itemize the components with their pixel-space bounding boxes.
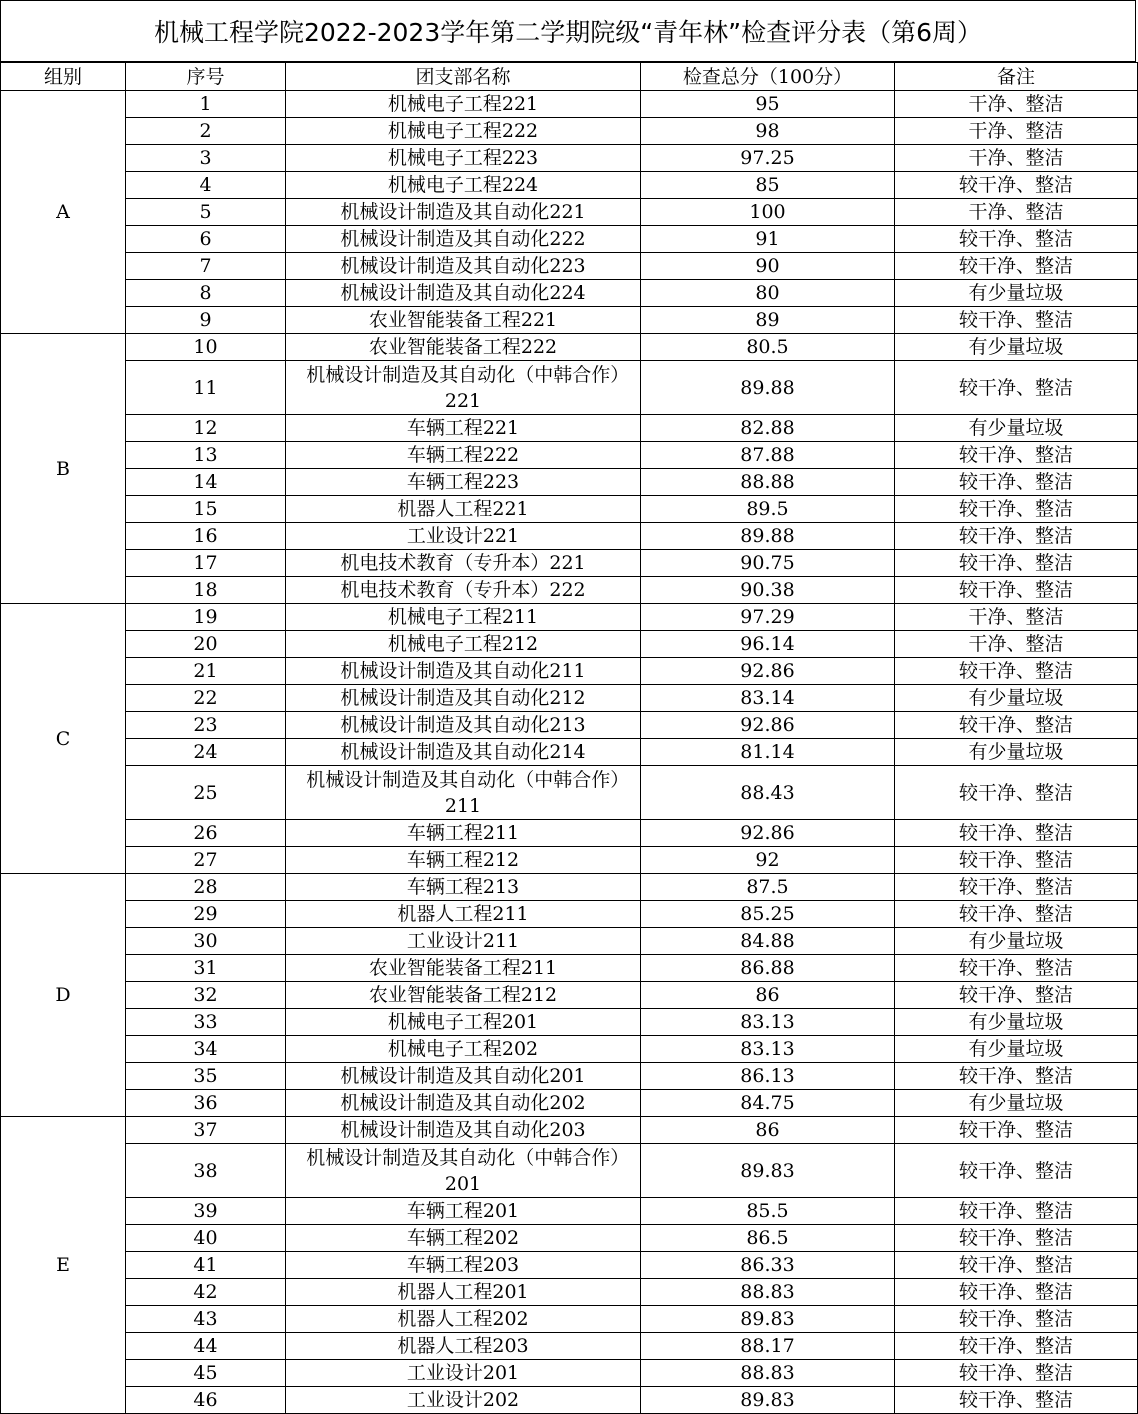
score-cell: 88.43 — [641, 766, 895, 820]
number-cell: 23 — [126, 712, 286, 739]
header-row — [1, 63, 1138, 91]
table-row — [1, 847, 1138, 874]
number-cell: 10 — [126, 334, 286, 361]
table-row — [1, 604, 1138, 631]
score-cell: 86.88 — [641, 955, 895, 982]
score-cell: 92.86 — [641, 658, 895, 685]
table-row — [1, 1144, 1138, 1198]
table-row — [1, 469, 1138, 496]
number-cell: 2 — [126, 118, 286, 145]
number-cell: 4 — [126, 172, 286, 199]
branch-name-cell: 机器人工程202 — [286, 1306, 641, 1333]
number-cell: 27 — [126, 847, 286, 874]
number-cell: 14 — [126, 469, 286, 496]
table-row — [1, 91, 1138, 118]
remark-cell: 较干净、整洁 — [895, 901, 1138, 928]
number-cell: 20 — [126, 631, 286, 658]
remark-cell: 较干净、整洁 — [895, 1063, 1138, 1090]
table-row — [1, 874, 1138, 901]
branch-name-cell: 农业智能装备工程212 — [286, 982, 641, 1009]
number-cell: 32 — [126, 982, 286, 1009]
remark-cell: 较干净、整洁 — [895, 1279, 1138, 1306]
remark-cell: 较干净、整洁 — [895, 523, 1138, 550]
branch-name-cell: 车辆工程202 — [286, 1225, 641, 1252]
score-cell: 95 — [641, 91, 895, 118]
group-cell: E — [1, 1117, 126, 1414]
remark-cell: 较干净、整洁 — [895, 1333, 1138, 1360]
branch-name-cell: 机器人工程201 — [286, 1279, 641, 1306]
score-cell: 92.86 — [641, 712, 895, 739]
score-cell: 85 — [641, 172, 895, 199]
score-cell: 85.25 — [641, 901, 895, 928]
branch-name-cell: 机械设计制造及其自动化211 — [286, 658, 641, 685]
remark-cell: 较干净、整洁 — [895, 766, 1138, 820]
branch-name-cell: 机械设计制造及其自动化214 — [286, 739, 641, 766]
remark-cell: 干净、整洁 — [895, 199, 1138, 226]
remark-cell: 较干净、整洁 — [895, 496, 1138, 523]
table-row — [1, 955, 1138, 982]
score-cell: 89.83 — [641, 1387, 895, 1414]
remark-cell: 干净、整洁 — [895, 91, 1138, 118]
remark-cell: 较干净、整洁 — [895, 469, 1138, 496]
score-cell: 85.5 — [641, 1198, 895, 1225]
branch-name-cell: 机械设计制造及其自动化224 — [286, 280, 641, 307]
score-cell: 90.75 — [641, 550, 895, 577]
branch-name-cell: 工业设计221 — [286, 523, 641, 550]
remark-cell: 有少量垃圾 — [895, 1036, 1138, 1063]
branch-name-cell: 车辆工程213 — [286, 874, 641, 901]
table-row — [1, 226, 1138, 253]
remark-cell: 有少量垃圾 — [895, 280, 1138, 307]
remark-cell: 较干净、整洁 — [895, 577, 1138, 604]
branch-name-cell: 工业设计202 — [286, 1387, 641, 1414]
table-row — [1, 415, 1138, 442]
number-cell: 39 — [126, 1198, 286, 1225]
score-cell: 86 — [641, 982, 895, 1009]
number-cell: 40 — [126, 1225, 286, 1252]
score-cell: 90 — [641, 253, 895, 280]
branch-name-cell: 车辆工程221 — [286, 415, 641, 442]
score-cell: 89.88 — [641, 361, 895, 415]
number-cell: 22 — [126, 685, 286, 712]
number-cell: 26 — [126, 820, 286, 847]
table-row — [1, 739, 1138, 766]
table-row — [1, 901, 1138, 928]
branch-name-cell: 机械电子工程212 — [286, 631, 641, 658]
branch-name-cell: 机械设计制造及其自动化213 — [286, 712, 641, 739]
branch-name-cell: 工业设计211 — [286, 928, 641, 955]
table-row — [1, 631, 1138, 658]
number-cell: 9 — [126, 307, 286, 334]
branch-name-cell: 农业智能装备工程221 — [286, 307, 641, 334]
remark-cell: 较干净、整洁 — [895, 172, 1138, 199]
score-cell: 83.13 — [641, 1036, 895, 1063]
branch-name-cell: 机器人工程221 — [286, 496, 641, 523]
number-cell: 24 — [126, 739, 286, 766]
score-cell: 90.38 — [641, 577, 895, 604]
branch-name-cell: 车辆工程203 — [286, 1252, 641, 1279]
number-cell: 41 — [126, 1252, 286, 1279]
table-row — [1, 442, 1138, 469]
number-cell: 12 — [126, 415, 286, 442]
table-row — [1, 280, 1138, 307]
group-cell: D — [1, 874, 126, 1117]
remark-cell: 有少量垃圾 — [895, 928, 1138, 955]
number-cell: 19 — [126, 604, 286, 631]
table-row — [1, 1387, 1138, 1414]
score-cell: 92.86 — [641, 820, 895, 847]
score-cell: 89.83 — [641, 1306, 895, 1333]
remark-cell: 较干净、整洁 — [895, 442, 1138, 469]
remark-cell: 较干净、整洁 — [895, 874, 1138, 901]
branch-name-cell: 机械电子工程211 — [286, 604, 641, 631]
score-cell: 86 — [641, 1117, 895, 1144]
number-cell: 17 — [126, 550, 286, 577]
remark-cell: 较干净、整洁 — [895, 1360, 1138, 1387]
branch-name-cell: 车辆工程222 — [286, 442, 641, 469]
header-total-score: 检查总分（100分） — [641, 63, 895, 91]
number-cell: 13 — [126, 442, 286, 469]
number-cell: 25 — [126, 766, 286, 820]
table-row — [1, 712, 1138, 739]
table-row — [1, 658, 1138, 685]
branch-name-cell: 机械电子工程202 — [286, 1036, 641, 1063]
remark-cell: 较干净、整洁 — [895, 847, 1138, 874]
table-row — [1, 1306, 1138, 1333]
branch-name-cell: 机电技术教育（专升本）222 — [286, 577, 641, 604]
number-cell: 36 — [126, 1090, 286, 1117]
score-cell: 86.13 — [641, 1063, 895, 1090]
table-row — [1, 1009, 1138, 1036]
branch-name-cell: 机械电子工程201 — [286, 1009, 641, 1036]
table-row — [1, 496, 1138, 523]
remark-cell: 较干净、整洁 — [895, 1144, 1138, 1198]
score-cell: 88.83 — [641, 1360, 895, 1387]
branch-name-cell: 工业设计201 — [286, 1360, 641, 1387]
branch-name-cell: 机械电子工程223 — [286, 145, 641, 172]
remark-cell: 较干净、整洁 — [895, 712, 1138, 739]
number-cell: 38 — [126, 1144, 286, 1198]
remark-cell: 较干净、整洁 — [895, 1117, 1138, 1144]
number-cell: 45 — [126, 1360, 286, 1387]
score-cell: 89.88 — [641, 523, 895, 550]
branch-name-cell: 机械设计制造及其自动化222 — [286, 226, 641, 253]
score-cell: 83.13 — [641, 1009, 895, 1036]
remark-cell: 较干净、整洁 — [895, 1198, 1138, 1225]
number-cell: 6 — [126, 226, 286, 253]
number-cell: 11 — [126, 361, 286, 415]
number-cell: 31 — [126, 955, 286, 982]
table-row — [1, 1333, 1138, 1360]
score-cell: 86.33 — [641, 1252, 895, 1279]
remark-cell: 较干净、整洁 — [895, 226, 1138, 253]
score-cell: 96.14 — [641, 631, 895, 658]
table-row — [1, 685, 1138, 712]
number-cell: 21 — [126, 658, 286, 685]
number-cell: 29 — [126, 901, 286, 928]
score-cell: 80 — [641, 280, 895, 307]
number-cell: 3 — [126, 145, 286, 172]
remark-cell: 有少量垃圾 — [895, 1090, 1138, 1117]
table-row — [1, 361, 1138, 415]
number-cell: 37 — [126, 1117, 286, 1144]
header-branch-name: 团支部名称 — [286, 63, 641, 91]
remark-cell: 干净、整洁 — [895, 631, 1138, 658]
branch-name-cell: 机器人工程203 — [286, 1333, 641, 1360]
table-row — [1, 172, 1138, 199]
remark-cell: 较干净、整洁 — [895, 1387, 1138, 1414]
remark-cell: 较干净、整洁 — [895, 1252, 1138, 1279]
branch-name-cell: 机械电子工程224 — [286, 172, 641, 199]
branch-name-cell: 机械设计制造及其自动化（中韩合作）221 — [286, 361, 641, 415]
remark-cell: 较干净、整洁 — [895, 820, 1138, 847]
score-cell: 88.88 — [641, 469, 895, 496]
branch-name-cell: 机械设计制造及其自动化（中韩合作）211 — [286, 766, 641, 820]
score-cell: 89.5 — [641, 496, 895, 523]
number-cell: 33 — [126, 1009, 286, 1036]
branch-name-cell: 车辆工程201 — [286, 1198, 641, 1225]
remark-cell: 干净、整洁 — [895, 145, 1138, 172]
branch-name-cell: 农业智能装备工程222 — [286, 334, 641, 361]
score-cell: 89 — [641, 307, 895, 334]
branch-name-cell: 机械设计制造及其自动化203 — [286, 1117, 641, 1144]
branch-name-cell: 机械设计制造及其自动化221 — [286, 199, 641, 226]
table-row — [1, 1117, 1138, 1144]
remark-cell: 较干净、整洁 — [895, 955, 1138, 982]
table-row — [1, 118, 1138, 145]
remark-cell: 较干净、整洁 — [895, 361, 1138, 415]
number-cell: 46 — [126, 1387, 286, 1414]
branch-name-cell: 车辆工程212 — [286, 847, 641, 874]
score-table — [0, 62, 1138, 1414]
number-cell: 1 — [126, 91, 286, 118]
table-row — [1, 550, 1138, 577]
table-row — [1, 334, 1138, 361]
score-cell: 84.88 — [641, 928, 895, 955]
score-cell: 88.83 — [641, 1279, 895, 1306]
score-cell: 88.17 — [641, 1333, 895, 1360]
branch-name-cell: 机械设计制造及其自动化（中韩合作）201 — [286, 1144, 641, 1198]
table-row — [1, 1225, 1138, 1252]
branch-name-cell: 机电技术教育（专升本）221 — [286, 550, 641, 577]
table-body — [1, 91, 1138, 1414]
group-cell: C — [1, 604, 126, 874]
header-remark: 备注 — [895, 63, 1138, 91]
branch-name-cell: 机械设计制造及其自动化223 — [286, 253, 641, 280]
score-cell: 82.88 — [641, 415, 895, 442]
score-cell: 87.88 — [641, 442, 895, 469]
remark-cell: 较干净、整洁 — [895, 982, 1138, 1009]
branch-name-cell: 机械电子工程221 — [286, 91, 641, 118]
score-cell: 81.14 — [641, 739, 895, 766]
score-cell: 91 — [641, 226, 895, 253]
table-row — [1, 253, 1138, 280]
branch-name-cell: 机械设计制造及其自动化212 — [286, 685, 641, 712]
group-cell: B — [1, 334, 126, 604]
branch-name-cell: 机械电子工程222 — [286, 118, 641, 145]
table-row — [1, 1063, 1138, 1090]
score-cell: 92 — [641, 847, 895, 874]
number-cell: 5 — [126, 199, 286, 226]
score-cell: 100 — [641, 199, 895, 226]
remark-cell: 有少量垃圾 — [895, 739, 1138, 766]
remark-cell: 有少量垃圾 — [895, 415, 1138, 442]
table-row — [1, 145, 1138, 172]
remark-cell: 较干净、整洁 — [895, 253, 1138, 280]
remark-cell: 有少量垃圾 — [895, 334, 1138, 361]
score-cell: 89.83 — [641, 1144, 895, 1198]
number-cell: 35 — [126, 1063, 286, 1090]
table-row — [1, 199, 1138, 226]
table-row — [1, 577, 1138, 604]
branch-name-cell: 机器人工程211 — [286, 901, 641, 928]
table-row — [1, 523, 1138, 550]
group-cell: A — [1, 91, 126, 334]
score-cell: 87.5 — [641, 874, 895, 901]
table-row — [1, 1360, 1138, 1387]
table-row — [1, 1090, 1138, 1117]
remark-cell: 有少量垃圾 — [895, 1009, 1138, 1036]
score-cell: 80.5 — [641, 334, 895, 361]
score-cell: 97.25 — [641, 145, 895, 172]
branch-name-cell: 车辆工程211 — [286, 820, 641, 847]
branch-name-cell: 农业智能装备工程211 — [286, 955, 641, 982]
number-cell: 18 — [126, 577, 286, 604]
number-cell: 15 — [126, 496, 286, 523]
table-row — [1, 1036, 1138, 1063]
table-row — [1, 1198, 1138, 1225]
table-row — [1, 766, 1138, 820]
branch-name-cell: 机械设计制造及其自动化202 — [286, 1090, 641, 1117]
number-cell: 34 — [126, 1036, 286, 1063]
remark-cell: 较干净、整洁 — [895, 550, 1138, 577]
score-cell: 98 — [641, 118, 895, 145]
remark-cell: 较干净、整洁 — [895, 307, 1138, 334]
number-cell: 43 — [126, 1306, 286, 1333]
table-row — [1, 307, 1138, 334]
table-row — [1, 820, 1138, 847]
number-cell: 28 — [126, 874, 286, 901]
number-cell: 7 — [126, 253, 286, 280]
number-cell: 44 — [126, 1333, 286, 1360]
number-cell: 16 — [126, 523, 286, 550]
score-cell: 86.5 — [641, 1225, 895, 1252]
remark-cell: 干净、整洁 — [895, 118, 1138, 145]
number-cell: 42 — [126, 1279, 286, 1306]
remark-cell: 有少量垃圾 — [895, 685, 1138, 712]
remark-cell: 干净、整洁 — [895, 604, 1138, 631]
score-cell: 83.14 — [641, 685, 895, 712]
table-row — [1, 1252, 1138, 1279]
header-number: 序号 — [126, 63, 286, 91]
header-group: 组别 — [1, 63, 126, 91]
table-row — [1, 928, 1138, 955]
branch-name-cell: 机械设计制造及其自动化201 — [286, 1063, 641, 1090]
table-row — [1, 982, 1138, 1009]
remark-cell: 较干净、整洁 — [895, 1225, 1138, 1252]
score-cell: 97.29 — [641, 604, 895, 631]
branch-name-cell: 车辆工程223 — [286, 469, 641, 496]
number-cell: 30 — [126, 928, 286, 955]
sheet-title: 机械工程学院2022-2023学年第二学期院级“青年林”检查评分表（第6周） — [0, 0, 1136, 62]
remark-cell: 较干净、整洁 — [895, 1306, 1138, 1333]
table-row — [1, 1279, 1138, 1306]
number-cell: 8 — [126, 280, 286, 307]
score-cell: 84.75 — [641, 1090, 895, 1117]
remark-cell: 较干净、整洁 — [895, 658, 1138, 685]
